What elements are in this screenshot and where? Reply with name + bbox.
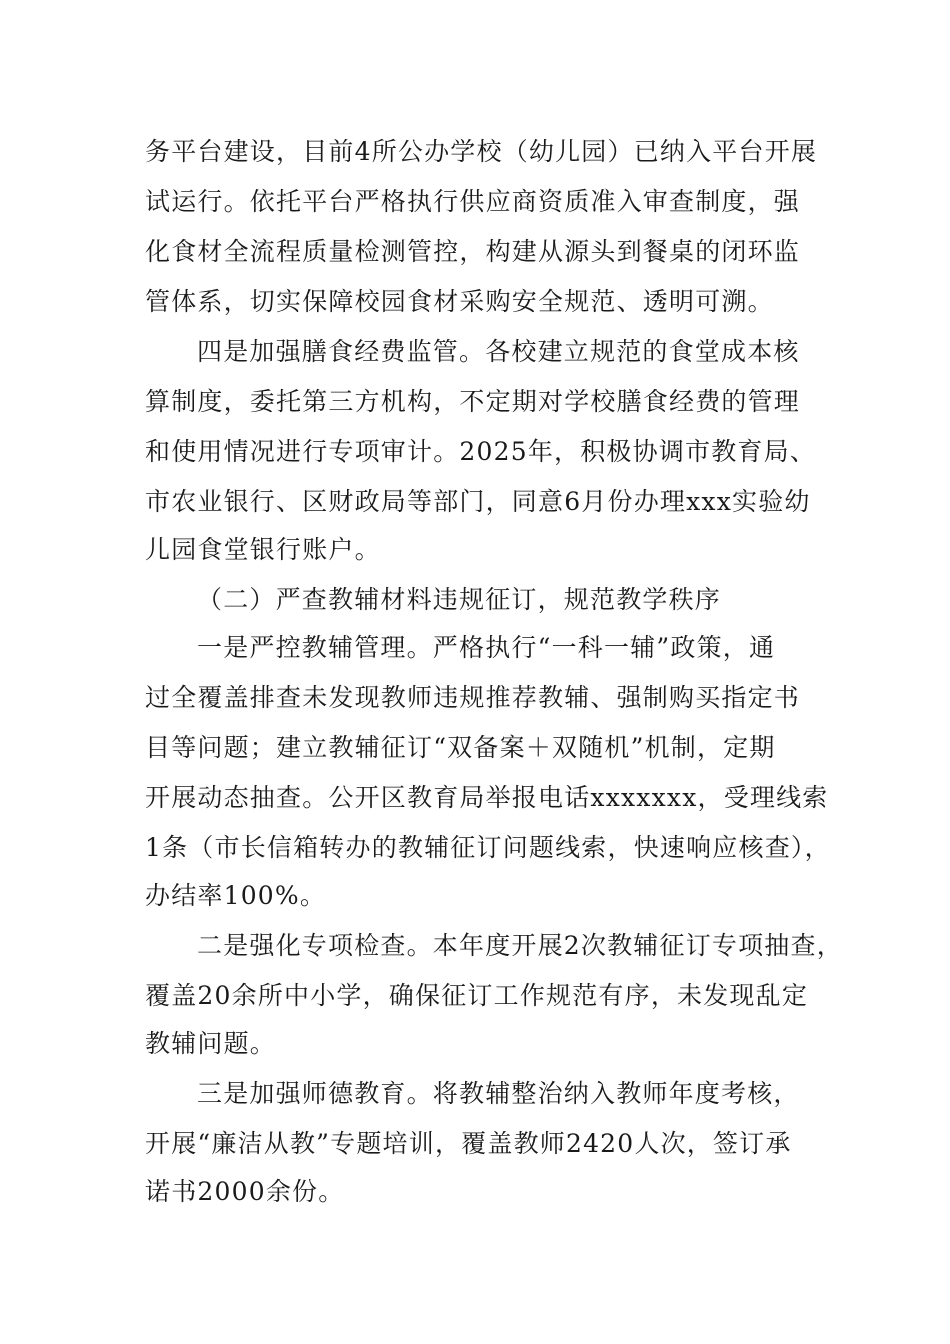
text-line: 诺书2000余份。 [145,1177,345,1206]
text-line: 过全覆盖排查未发现教师违规推荐教辅、强制购买指定书 [145,683,801,712]
text-line: 试运行。依托平台严格执行供应商资质准入审查制度，强 [145,187,801,216]
text-line: 教辅问题。 [145,1029,277,1058]
text-line: 开展动态抽查。公开区教育局举报电话xxxxxxx，受理线索 [145,783,829,812]
paragraph-start-line: 四是加强膳食经费监管。各校建立规范的食堂成本核 [197,337,800,366]
paragraph-start-line: 三是加强师德教育。将教辅整治纳入教师年度考核， [197,1079,800,1108]
text-line: 务平台建设，目前4所公办学校（幼儿园）已纳入平台开展 [145,137,818,166]
paragraph-start-line: 一是严控教辅管理。严格执行“一科一辅”政策，通 [197,633,776,662]
text-line: 算制度，委托第三方机构，不定期对学校膳食经费的管理 [145,387,801,416]
text-line: 覆盖20余所中小学，确保征订工作规范有序，未发现乱定 [145,981,809,1010]
text-line: 开展“廉洁从教”专题培训，覆盖教师2420人次，签订承 [145,1129,792,1158]
section-heading: （二）严查教辅材料违规征订，规范教学秩序 [197,585,722,614]
text-line: 管体系，切实保障校园食材采购安全规范、透明可溯。 [145,287,774,316]
text-line: 和使用情况进行专项审计。2025年，积极协调市教育局、 [145,437,817,466]
paragraph-start-line: 二是强化专项检查。本年度开展2次教辅征订专项抽查， [197,931,843,960]
text-line: 1条（市长信箱转办的教辅征订问题线索，快速响应核查）， [145,833,831,862]
text-line: 目等问题；建立教辅征订“双备案＋双随机”机制，定期 [145,733,776,762]
text-line: 儿园食堂银行账户。 [145,535,381,564]
text-line: 化食材全流程质量检测管控，构建从源头到餐桌的闭环监 [145,237,801,266]
text-line: 办结率100%。 [145,881,327,910]
text-line: 市农业银行、区财政局等部门，同意6月份办理xxx实验幼 [145,487,811,516]
